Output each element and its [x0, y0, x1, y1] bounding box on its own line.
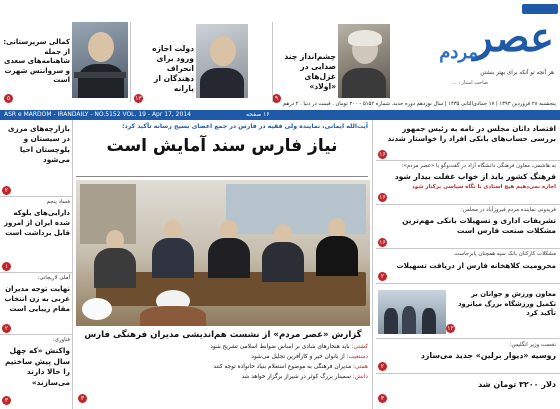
left-story-2-kicker: فساد پنجم — [46, 199, 70, 205]
caption-line-1-text: باید هنجارهای شادی بر اساس ضوابط اسلامی تشریح شود — [210, 344, 350, 350]
right-story-2-sub: اجازه نمی‌دهیم هیچ استادی با نگاه سیاسی برکنار شود — [412, 184, 556, 190]
caption-line-4-label: دانش: — [352, 374, 368, 380]
right-story-3-badge: ۱۶ — [379, 239, 386, 246]
main-caption-badge: ۳ — [78, 394, 87, 403]
right-story-5-badge: ۱۲ — [447, 325, 454, 332]
right-story-1-badge: ۱۶ — [379, 151, 386, 158]
right-story-6-headline[interactable]: روسیه «دیوار برلین» جدید می‌سازد — [420, 351, 556, 360]
left-story-4-headline[interactable]: واکنش «که چهل سال پیش ساختیم را حالا دارند می‌سازند» — [4, 346, 70, 387]
main-kicker: آیت‌الله ایمانی، نماینده ولی فقیه در فارس در جمع اعضای بسیج رسانه تأکید کرد: — [122, 123, 368, 130]
left-story-4-kicker: فناوری: — [52, 337, 70, 343]
caption-line-3-label: همتی: — [353, 364, 368, 370]
caption-line-3-text: مدیران فرهنگی به موضوع استعلام بنیاد خانواده توجه کنند — [213, 364, 352, 370]
caption-line-1 — [92, 343, 368, 352]
right-story-2-kicker: به هاشمی، معاون فرهنگی دانشگاه آزاد در گفت‌وگو با «عصر مردم»: — [401, 163, 556, 169]
main-photo-meeting[interactable] — [76, 180, 370, 326]
left-story-3-badge: ۲ — [2, 324, 11, 333]
right-story-7-badge: ۳ — [378, 394, 387, 403]
left-story-1-badge: ۲ — [2, 186, 11, 195]
teaser-headline-3[interactable]: کمالی سرپرستانی: از جمله شاهنامه‌های سعدی و سروانتس شهرت است — [3, 38, 70, 85]
left-story-3-headline[interactable]: نهایت توجه مدیران غربی به زن انتخاب مقام زیبایی است — [4, 285, 70, 313]
page-count: ۱۶ صفحه — [246, 111, 270, 118]
teaser-page-badge-1: ۹ — [272, 94, 281, 103]
masthead — [396, 4, 558, 100]
right-story-5-headline[interactable]: معاون ورزش و جوانان بر تکمیل ورزشگاه بزرگ میانرود تأکید کرد — [458, 290, 556, 317]
masthead-logo-sub: مردم — [439, 42, 478, 63]
right-story-4-kicker: مشکلات کارکنان بانک سپه همچنان پابرجاست — [454, 251, 556, 257]
right-story-3-kicker: فریدونی نماینده مردم فیروزآباد در مجلس: — [461, 207, 556, 213]
caption-line-3 — [92, 363, 368, 372]
right-story-4-badge: ۲ — [378, 272, 387, 281]
teaser-page-badge-2: ۱۳ — [135, 95, 142, 102]
caption-line-4-text: سمینار بزرگ کوثر در شیراز برگزار خواهد شد — [241, 374, 351, 380]
right-story-7-headline[interactable]: دلار ۳۲۰۰ تومان شد — [478, 380, 556, 389]
right-story-2-badge: ۱۶ — [379, 194, 386, 201]
masthead-top-strip — [522, 4, 558, 14]
caption-line-2-text: از بانوان خیر و کارآفرین تجلیل می‌شود — [251, 354, 345, 360]
caption-line-2 — [92, 353, 368, 362]
brand-strip-text: ASR e MARDOM - IRANDAILY - NO.5152 VOL. 19 - Apr 17, 2014 — [4, 111, 191, 118]
main-photo-caption-headline[interactable]: گزارش «عصر مردم» از نشست هم‌اندیشی مدیران فرهنگی فارس — [84, 330, 362, 340]
teaser-headline-2[interactable]: دولت اجازه ورود برای انحراف دهندگان از یارانه — [152, 44, 194, 93]
edition-line: پنجشنبه ۲۸ فروردین ۱۳۹۳ | ۱۷ جمادی‌الثانی ۱۴۳۵ | سال نوزدهم دوره جدید. شماره ۵۱۵۲ - ۲۰۰ تومان . قیمت در دنیا . ۲ درهم — [283, 101, 556, 107]
left-story-4-badge: ۳ — [2, 396, 11, 405]
right-story-6-badge: ۲ — [378, 362, 387, 371]
teaser-headline-1[interactable]: چشم‌انداز چند صدایی در غزل‌های «اولاد» — [284, 52, 336, 91]
masthead-tagline: هر آنچه تو آنکه برای بهتر بنشتن — [480, 70, 554, 76]
main-headline[interactable]: نیاز فارس سند آمایش است — [106, 136, 338, 156]
masthead-owner: صاحب امتیاز : ... — [451, 80, 488, 86]
right-story-4-headline[interactable]: محرومیت کلاهخانه فارس از دریافت تسهیلات — [396, 261, 556, 270]
right-story-5-photo[interactable] — [378, 290, 446, 334]
right-story-3-headline[interactable]: تشریفات اداری و تسهیلات بانکی مهم‌ترین مشکلات صنعت فارس است — [402, 216, 556, 235]
right-story-6-kicker: نخست وزیر انگلیس: — [509, 342, 556, 348]
caption-line-2-label: دستغیب: — [346, 354, 368, 360]
teaser-page-badge-3: ۵ — [4, 94, 13, 103]
right-story-2-headline[interactable]: فرهنگ کشور باید از خواب غفلت بیدار شود — [394, 172, 556, 181]
teaser-photo-speaker[interactable] — [72, 22, 128, 98]
teaser-photo-official[interactable] — [196, 24, 248, 98]
right-story-1[interactable]: اقتصاد دانان مجلس در نامه به رئیس جمهور بررسی حساب‌های بانکی افراد را خواستار شدند — [387, 124, 556, 143]
masthead-logo-main: عصر — [473, 14, 554, 61]
left-story-2-headline[interactable]: دارایی‌های بلوکه شده ایران از امروز قابل برداشت است — [3, 209, 70, 237]
caption-line-4 — [92, 373, 368, 382]
left-story-3-kicker: آملی لاریجانی: — [37, 275, 70, 281]
left-story-2-badge: ۱ — [2, 262, 11, 271]
teaser-photo-poet[interactable] — [338, 24, 390, 98]
left-story-1[interactable]: بازارچه‌های مرزی در سیستان و بلوچستان احیا می‌شود — [7, 124, 70, 165]
caption-line-1-label: کشتی: — [351, 344, 368, 350]
